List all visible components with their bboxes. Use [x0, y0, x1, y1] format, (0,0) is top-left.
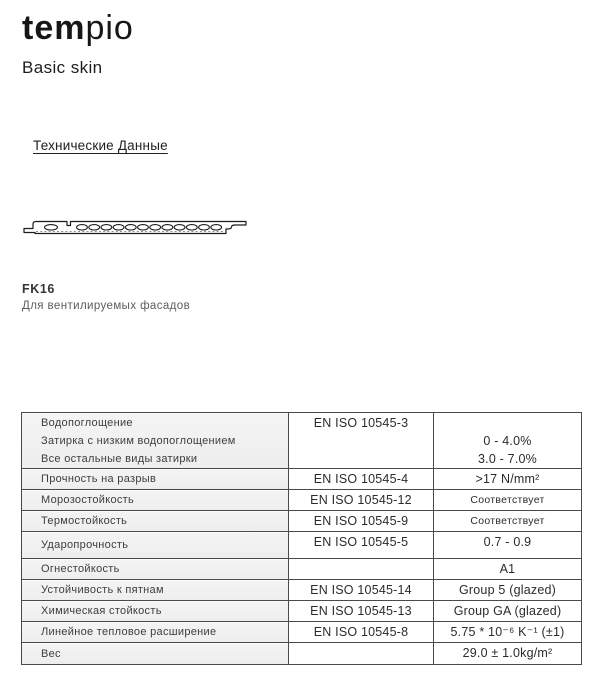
standard-cell: EN ISO 10545-5 — [288, 532, 433, 558]
standard-cell: EN ISO 10545-14 — [288, 580, 433, 600]
property-cell — [22, 490, 288, 510]
property-cell — [22, 532, 288, 558]
standard-cell: EN ISO 10545-3 — [288, 413, 433, 468]
product-code: FK16 — [22, 282, 55, 296]
value-line: Group GA (glazed) — [453, 604, 562, 618]
standard-cell: EN ISO 10545-13 — [288, 601, 433, 621]
property-line: Водопоглощение — [41, 416, 133, 429]
value-cell — [433, 580, 581, 600]
standard-cell: EN ISO 10545-12 — [288, 490, 433, 510]
product-line-title: Basic skin — [22, 58, 103, 77]
value-line: 29.0 ± 1.0kg/m² — [462, 646, 553, 660]
table-row — [22, 469, 581, 490]
standard-cell: EN ISO 10545-8 — [288, 622, 433, 642]
property-line: Морозостойкость — [41, 494, 135, 506]
technical-data-table — [21, 412, 582, 665]
value-line: >17 N/mm² — [475, 472, 540, 486]
standard-cell — [288, 559, 433, 579]
table-row — [22, 490, 581, 511]
property-line: Ударопрочность — [41, 539, 129, 551]
table-row — [22, 559, 581, 580]
table-row — [22, 511, 581, 532]
brand-logo-light: pio — [85, 9, 134, 47]
property-line: Все остальные виды затирки — [41, 452, 198, 465]
property-cell — [22, 469, 288, 489]
table-row — [22, 532, 581, 559]
standard-cell: EN ISO 10545-9 — [288, 511, 433, 531]
value-line: 0 - 4.0% — [483, 434, 532, 448]
property-cell — [22, 643, 288, 664]
standard-cell: EN ISO 10545-4 — [288, 469, 433, 489]
brand-logo-bold: tem — [22, 9, 86, 47]
value-line: 0.7 - 0.9 — [483, 535, 532, 549]
value-line: Соответствует — [470, 494, 545, 506]
value-cell — [433, 532, 581, 558]
value-cell — [433, 643, 581, 664]
value-line: 3.0 - 7.0% — [478, 452, 537, 466]
property-cell — [22, 580, 288, 600]
table-row — [22, 413, 581, 469]
value-line: Group 5 (glazed) — [459, 583, 556, 597]
value-line: Соответствует — [470, 515, 545, 527]
property-line: Огнестойкость — [41, 563, 120, 575]
property-line: Прочность на разрыв — [41, 473, 157, 485]
value-cell — [433, 490, 581, 510]
brand-logo — [22, 10, 134, 47]
table-row — [22, 580, 581, 601]
property-line: Затирка с низким водопоглощением — [41, 434, 236, 447]
property-line: Вес — [41, 647, 61, 660]
property-cell — [22, 622, 288, 642]
value-line: A1 — [499, 562, 516, 576]
value-cell — [433, 622, 581, 642]
table-row — [22, 643, 581, 664]
panel-profile-drawing-icon — [21, 215, 251, 243]
value-cell — [433, 601, 581, 621]
property-cell — [22, 413, 288, 468]
value-line: 5.75 * 10⁻⁶ K⁻¹ (±1) — [450, 625, 565, 639]
section-heading: Технические Данные — [33, 138, 168, 153]
property-line: Химическая стойкость — [41, 605, 162, 617]
property-line: Термостойкость — [41, 515, 128, 527]
property-cell — [22, 511, 288, 531]
value-cell — [433, 469, 581, 489]
table-row — [22, 601, 581, 622]
property-cell — [22, 601, 288, 621]
property-cell — [22, 559, 288, 579]
product-description: Для вентилируемых фасадов — [22, 300, 191, 312]
value-cell — [433, 559, 581, 579]
value-cell — [433, 511, 581, 531]
standard-cell — [288, 643, 433, 664]
property-line: Устойчивость к пятнам — [41, 584, 164, 596]
value-line — [434, 414, 581, 432]
property-line: Линейное тепловое расширение — [41, 626, 217, 638]
table-row — [22, 622, 581, 643]
value-cell — [433, 413, 581, 468]
